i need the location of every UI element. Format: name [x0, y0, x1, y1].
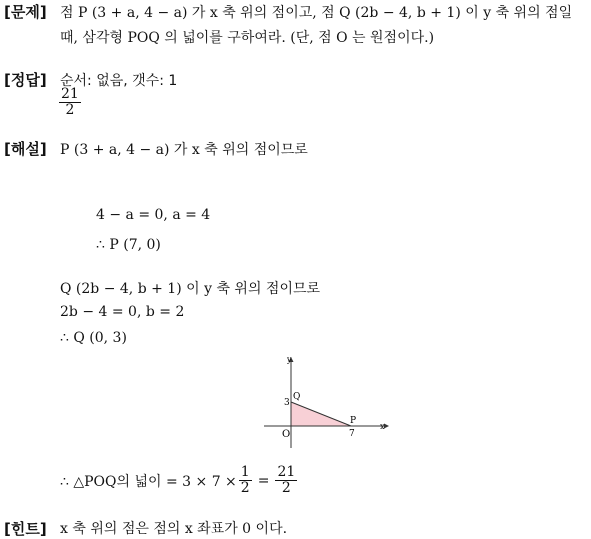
answer-numerator: 21 [61, 86, 79, 102]
coordinate-graph [260, 352, 390, 452]
point-q-label: Q [293, 392, 301, 402]
x-axis-arrow-icon [384, 424, 389, 429]
y-axis-label: y [287, 355, 292, 364]
problem-line-2: 때, 삼각형 POQ 의 넓이를 구하여라. (단, 점 O 는 원점이다.) [60, 30, 435, 46]
hint-text: x 축 위의 점은 점의 x 좌표가 0 이다. [60, 521, 288, 537]
solution-label: [해설] [4, 140, 47, 158]
solution-line-1: P (3 + a, 4 − a) 가 x 축 위의 점이므로 [60, 142, 308, 158]
area-prefix: ∴ △POQ의 넓이 = 3 × 7 × [60, 473, 237, 490]
answer-meta: 순서: 없음, 갯수: 1 [60, 73, 178, 89]
answer-fraction [57, 87, 83, 119]
solution-eq-4: ∴ Q (0, 3) [60, 330, 127, 346]
area-result [60, 465, 299, 497]
x-tick-label: 7 [349, 429, 355, 439]
solution-eq-1: 4 − a = 0, a = 4 [96, 207, 211, 223]
area-equals: = [257, 472, 270, 489]
problem-line-1: 점 P (3 + a, 4 − a) 가 x 축 위의 점이고, 점 Q (2b − 4, b + 1) 이 y 축 위의 점일 [60, 5, 573, 21]
result-denominator: 2 [281, 480, 291, 497]
x-axis-label: x [380, 422, 385, 431]
problem-label: [문제] [4, 3, 47, 21]
hint-label: [힌트] [4, 520, 47, 538]
point-p-label: P [350, 416, 357, 426]
solution-eq-2: ∴ P (7, 0) [96, 237, 161, 253]
solution-line-2: Q (2b − 4, b + 1) 이 y 축 위의 점이므로 [60, 281, 321, 297]
answer-label: [정답] [4, 71, 47, 89]
answer-denominator: 2 [65, 102, 75, 119]
solution-eq-3: 2b − 4 = 0, b = 2 [60, 304, 185, 320]
y-tick-label: 3 [284, 398, 290, 408]
origin-label: O [282, 429, 291, 440]
result-numerator: 21 [277, 464, 296, 480]
half-denominator: 2 [240, 480, 250, 497]
half-numerator: 1 [240, 464, 250, 480]
